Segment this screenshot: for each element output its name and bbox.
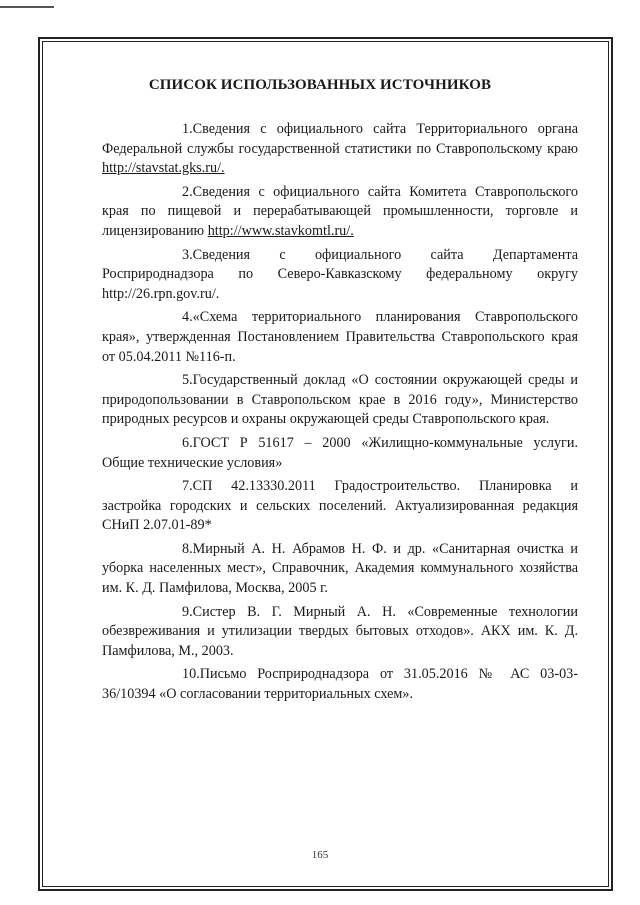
reference-number: 9. xyxy=(182,603,193,620)
page-title: СПИСОК ИСПОЛЬЗОВАННЫХ ИСТОЧНИКОВ xyxy=(148,77,492,93)
reference-item-5 xyxy=(102,371,578,430)
reference-number: 3. xyxy=(182,246,193,263)
reference-item-4 xyxy=(102,308,578,367)
reference-number: 7. xyxy=(182,478,193,495)
reference-text: Сведения с официального сайта Департамента Росприроднадзора по Северо-Кавказскому федеральному округу http://26.rpn.gov.ru/. xyxy=(102,246,578,302)
reference-item-2 xyxy=(102,183,578,242)
reference-text: Государственный доклад «О состоянии окружающей среды и природопользовании в Ставропольском крае в 2016 году», Министерство природных ресурсов и охраны окружающей среды Ставропольского края. xyxy=(102,372,578,428)
reference-item-3 xyxy=(102,246,578,305)
reference-item-1 xyxy=(102,120,578,179)
reference-text: Систер В. Г. Мирный А. Н. «Современные технологии обезвреживания и утилизации твердых бытовых отходов». АКХ им. К. Д. Памфилова, М., 2003. xyxy=(102,603,578,659)
reference-text: Сведения с официального сайта Комитета Ставропольского края по пищевой и перерабатывающей промышленности, торговле и лицензированию xyxy=(102,183,578,239)
reference-text: СП 42.13330.2011 Градостроительство. Планировка и застройка городских и сельских поселений. Актуализированная редакция СНиП 2.07.01-89* xyxy=(102,478,578,534)
reference-text: Сведения с официального сайта Территориального органа Федеральной службы государственной статистики по Ставропольскому краю xyxy=(102,121,578,157)
reference-text: Мирный А. Н. Абрамов Н. Ф. и др. «Санитарная очистка и уборка населенных мест», Справочник, Академия коммунального хозяйства им. К. Д. Памфилова, Москва, 2005 г. xyxy=(102,540,578,597)
reference-item-9 xyxy=(102,603,578,662)
reference-text: Письмо Росприроднадзора от 31.05.2016 № АС 03-03-36/10394 «О согласовании территориальных схем». xyxy=(102,666,578,703)
reference-number: 4. xyxy=(182,309,193,326)
reference-item-10 xyxy=(102,665,578,704)
reference-item-7 xyxy=(102,477,578,536)
scan-edge-mark xyxy=(0,6,54,8)
reference-number: 2. xyxy=(182,183,193,200)
page-number: 165 xyxy=(311,849,329,861)
reference-list xyxy=(102,120,578,709)
reference-number: 6. xyxy=(182,434,193,451)
reference-number: 10. xyxy=(182,666,200,683)
reference-number: 8. xyxy=(182,540,193,557)
reference-text: ГОСТ Р 51617 – 2000 «Жилищно-коммунальные услуги. Общие технические условия» xyxy=(102,434,578,471)
reference-link: http://www.stavkomtl.ru/. xyxy=(207,222,354,239)
reference-item-6 xyxy=(102,434,578,473)
reference-number: 5. xyxy=(182,372,193,389)
reference-number: 1. xyxy=(182,121,193,137)
reference-text: «Схема территориального планирования Ставропольского края», утвержденная Постановлением Правительства Ставропольского края от 05.04.2011 №116-п. xyxy=(102,309,578,365)
reference-link: http://stavstat.gks.ru/. xyxy=(102,160,225,177)
reference-item-8 xyxy=(102,540,578,599)
